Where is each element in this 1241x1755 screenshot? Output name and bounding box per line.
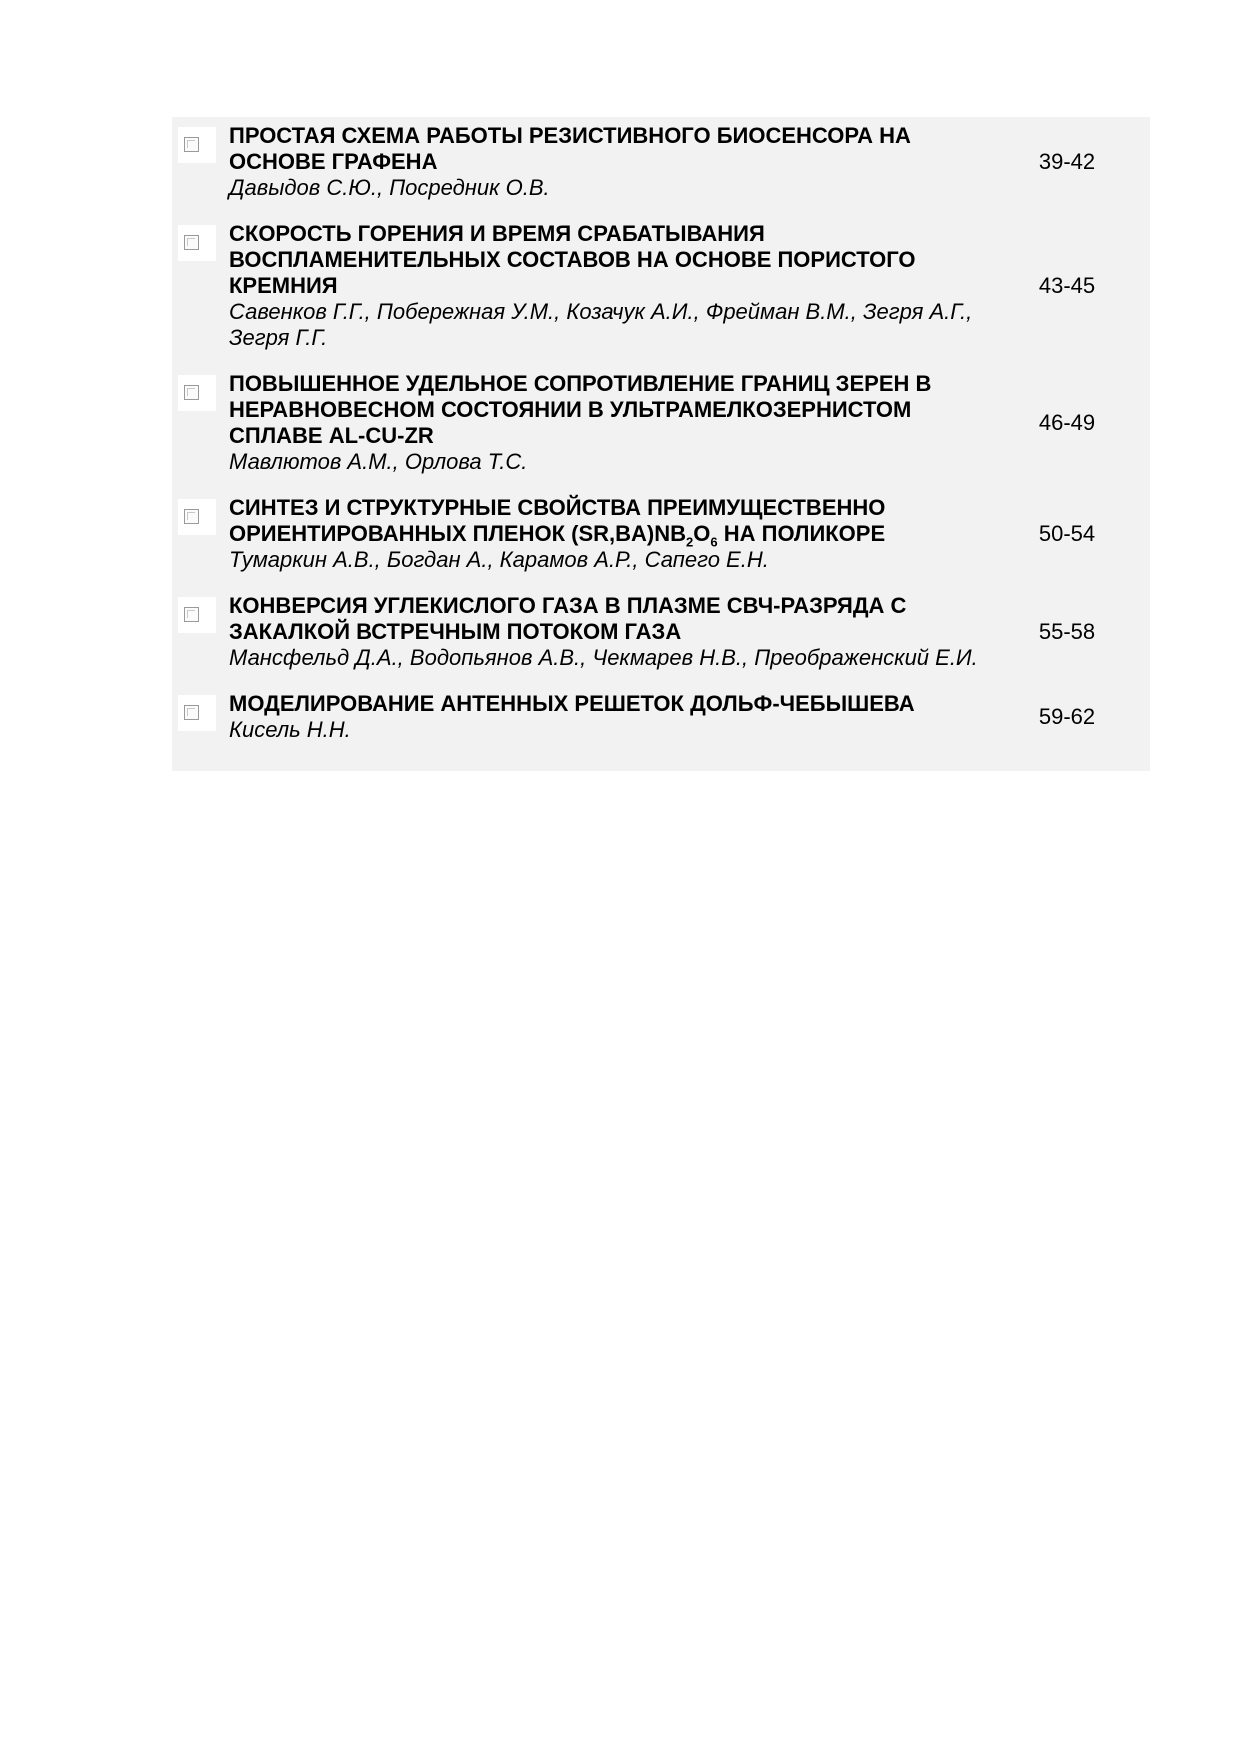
article-pages: 43-45 [1038, 273, 1096, 298]
article-title[interactable]: КОНВЕРСИЯ УГЛЕКИСЛОГО ГАЗА В ПЛАЗМЕ СВЧ-РАЗРЯДА С ЗАКАЛКОЙ ВСТРЕЧНЫМ ПОТОКОМ ГАЗА [229, 593, 907, 644]
document-icon[interactable] [178, 225, 216, 261]
entry-text [220, 691, 1004, 743]
article-pages: 55-58 [1038, 619, 1096, 644]
article-pages: 50-54 [1038, 521, 1096, 546]
entry-text [220, 221, 1004, 351]
document-icon[interactable] [178, 375, 216, 411]
entry-text [220, 495, 1004, 573]
subscript: 6 [710, 534, 718, 550]
icon-cell [172, 691, 220, 743]
subscript: 2 [686, 534, 694, 550]
article-title[interactable]: СКОРОСТЬ ГОРЕНИЯ И ВРЕМЯ СРАБАТЫВАНИЯ ВОСПЛАМЕНИТЕЛЬНЫХ СОСТАВОВ НА ОСНОВЕ ПОРИСТОГО КРЕМНИЯ [229, 221, 916, 298]
article-title[interactable]: МОДЕЛИРОВАНИЕ АНТЕННЫХ РЕШЕТОК ДОЛЬФ-ЧЕБЫШЕВА [229, 691, 915, 716]
article-authors: Савенков Г.Г., Побережная У.М., Козачук А.И., Фрейман В.М., Зегря А.Г., Зегря Г.Г. [229, 299, 973, 350]
document-icon[interactable] [178, 597, 216, 633]
image-placeholder-icon [184, 137, 199, 152]
toc-entry [172, 365, 1150, 489]
toc-entry [172, 587, 1150, 685]
icon-cell [172, 221, 220, 351]
article-authors: Мансфельд Д.А., Водопьянов А.В., Чекмарев Н.В., Преображенский Е.И. [229, 645, 978, 670]
icon-cell [172, 495, 220, 573]
article-authors: Давыдов С.Ю., Посредник О.В. [229, 175, 550, 200]
article-authors: Тумаркин А.В., Богдан А., Карамов А.Р., Сапего Е.Н. [229, 547, 769, 572]
article-title[interactable]: ПРОСТАЯ СХЕМА РАБОТЫ РЕЗИСТИВНОГО БИОСЕНСОРА НА ОСНОВЕ ГРАФЕНА [229, 123, 911, 174]
table-of-contents [172, 117, 1150, 771]
article-pages: 39-42 [1038, 149, 1096, 174]
article-title[interactable] [229, 495, 1004, 550]
icon-cell [172, 123, 220, 201]
image-placeholder-icon [184, 509, 199, 524]
image-placeholder-icon [184, 235, 199, 250]
article-pages: 59-62 [1038, 704, 1096, 729]
entry-text [220, 123, 1004, 201]
article-title[interactable]: ПОВЫШЕННОЕ УДЕЛЬНОЕ СОПРОТИВЛЕНИЕ ГРАНИЦ ЗЕРЕН В НЕРАВНОВЕСНОМ СОСТОЯНИИ В УЛЬТРАМЕЛКОЗЕРНИСТОМ СПЛАВЕ AL-CU-ZR [229, 371, 932, 448]
icon-cell [172, 371, 220, 475]
toc-entry [172, 117, 1150, 215]
image-placeholder-icon [184, 385, 199, 400]
entry-text [220, 371, 1004, 475]
article-authors: Кисель Н.Н. [229, 717, 351, 742]
document-icon[interactable] [178, 695, 216, 731]
document-icon[interactable] [178, 499, 216, 535]
image-placeholder-icon [184, 705, 199, 720]
title-text: НА ПОЛИКОРЕ [717, 521, 886, 546]
toc-entry [172, 489, 1150, 587]
title-text: O [693, 521, 711, 546]
entry-text [220, 593, 1004, 671]
article-pages: 46-49 [1038, 410, 1096, 435]
icon-cell [172, 593, 220, 671]
title-text: СИНТЕЗ И СТРУКТУРНЫЕ СВОЙСТВА ПРЕИМУЩЕСТВЕННО ОРИЕНТИРОВАННЫХ ПЛЕНОК (SR,BA)NB [229, 495, 886, 546]
toc-entry [172, 215, 1150, 365]
article-authors: Мавлютов А.М., Орлова Т.С. [229, 449, 528, 474]
document-icon[interactable] [178, 127, 216, 163]
image-placeholder-icon [184, 607, 199, 622]
toc-entry [172, 685, 1150, 757]
